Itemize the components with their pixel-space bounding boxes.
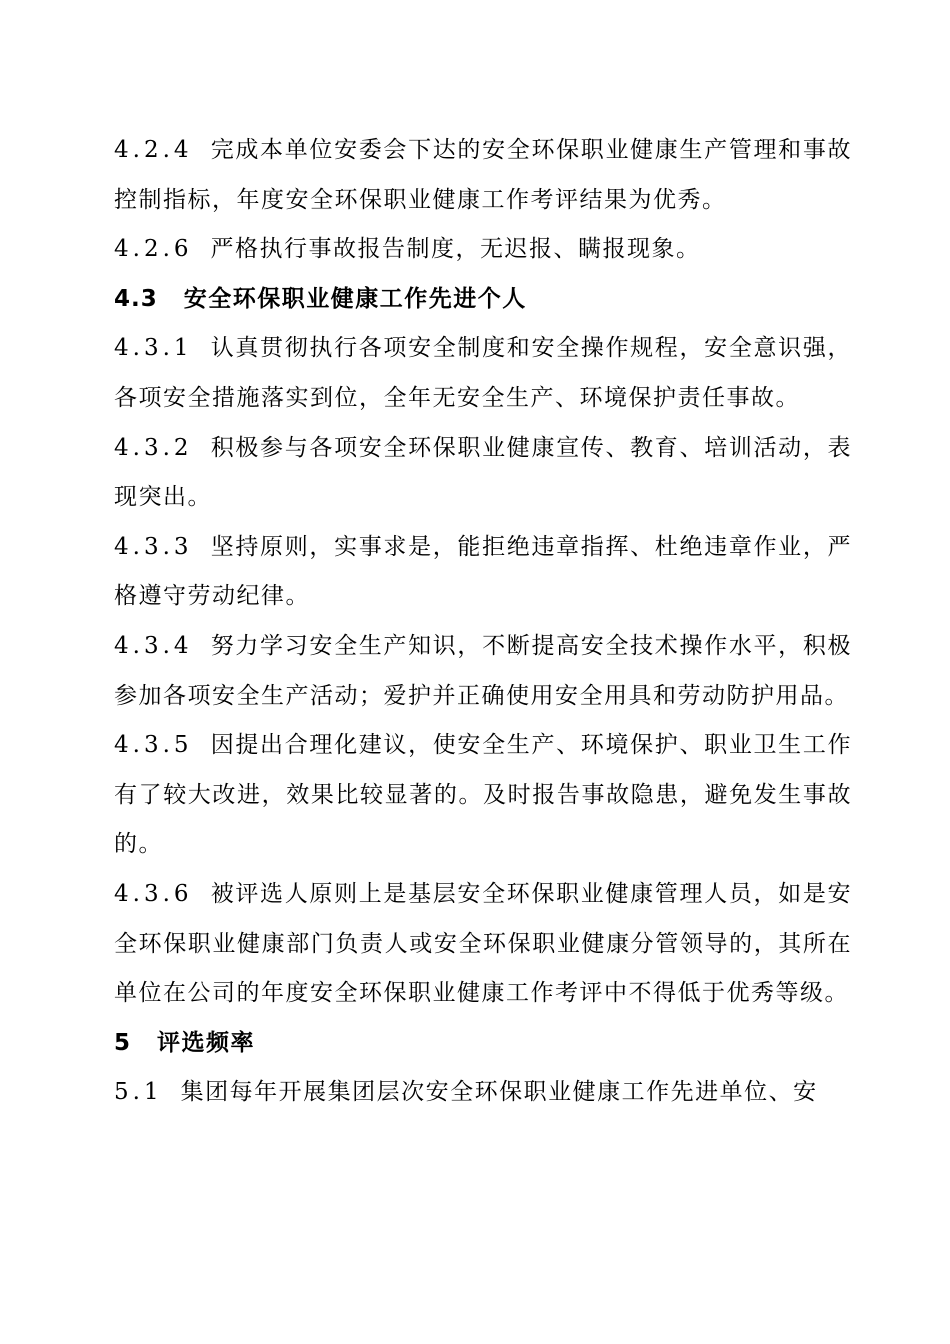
clause-text: 完成本单位安委会下达的安全环保职业健康生产管理和事故控制指标，年度安全环保职业健康工作考评结果为优秀。 — [114, 137, 852, 213]
section-heading-5 — [114, 1019, 852, 1069]
clause-4-3-4 — [114, 622, 852, 721]
section-heading-4-3 — [114, 275, 852, 325]
clause-text: 坚持原则，实事求是，能拒绝违章指挥、杜绝违章作业，严格遵守劳动纪律。 — [114, 533, 852, 610]
clause-4-3-5 — [114, 721, 852, 870]
clause-5-1 — [114, 1068, 852, 1118]
clause-number: 4.3.3 — [114, 533, 193, 560]
clause-number: 4.2.4 — [114, 137, 193, 163]
clause-text: 积极参与各项安全环保职业健康宣传、教育、培训活动，表现突出。 — [114, 434, 852, 511]
clause-text: 认真贯彻执行各项安全制度和安全操作规程，安全意识强，各项安全措施落实到位，全年无安全生产、环境保护责任事故。 — [114, 335, 852, 411]
clause-number: 4.3.1 — [114, 335, 193, 362]
clause-number: 5.1 — [114, 1079, 163, 1106]
section-title: 评选频率 — [157, 1029, 256, 1056]
clause-4-2-6 — [114, 225, 852, 275]
clause-text: 严格执行事故报告制度，无迟报、瞒报现象。 — [210, 236, 701, 263]
clause-4-3-3 — [114, 523, 852, 622]
clause-text: 集团每年开展集团层次安全环保职业健康工作先进单位、安 — [180, 1079, 818, 1106]
clause-text: 努力学习安全生产知识，不断提高安全技术操作水平，积极参加各项安全生产活动；爱护并正确使用安全用具和劳动防护用品。 — [114, 632, 852, 709]
clause-number: 4.2.6 — [114, 236, 193, 263]
clause-4-2-4 — [114, 126, 852, 225]
section-title: 安全环保职业健康工作先进个人 — [183, 285, 527, 312]
section-number: 4.3 — [114, 285, 158, 312]
section-number: 5 — [114, 1029, 132, 1056]
clause-number: 4.3.2 — [114, 434, 193, 461]
clause-number: 4.3.5 — [114, 732, 193, 759]
clause-4-3-6 — [114, 870, 852, 1019]
clause-text: 因提出合理化建议，使安全生产、环境保护、职业卫生工作有了较大改进，效果比较显著的。及时报告事故隐患，避免发生事故的。 — [114, 732, 852, 858]
clause-4-3-2 — [114, 424, 852, 523]
clause-number: 4.3.6 — [114, 880, 193, 907]
clause-text: 被评选人原则上是基层安全环保职业健康管理人员，如是安全环保职业健康部门负责人或安全环保职业健康分管领导的，其所在单位在公司的年度安全环保职业健康工作考评中不得低于优秀等级。 — [114, 880, 852, 1007]
clause-4-3-1 — [114, 324, 852, 423]
document-body — [114, 126, 852, 1118]
clause-number: 4.3.4 — [114, 632, 193, 659]
